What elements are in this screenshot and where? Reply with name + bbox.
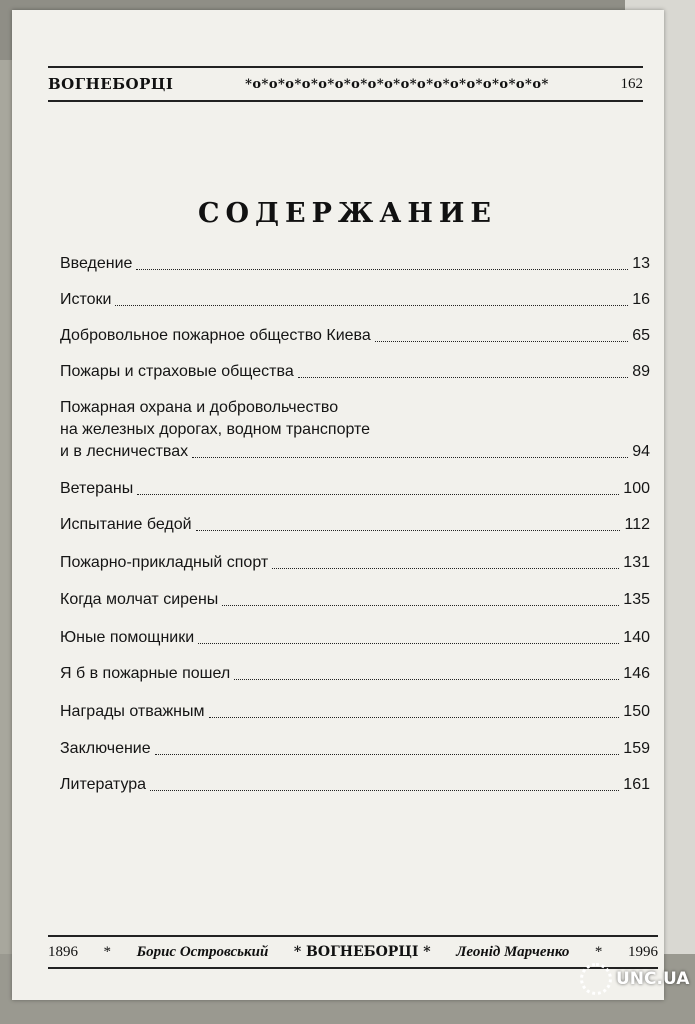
page-footer <box>48 935 658 969</box>
toc-leader-dots <box>209 716 620 718</box>
toc-entry-page: 94 <box>632 443 650 460</box>
toc-entry-page: 100 <box>623 480 650 497</box>
toc-entry-title-line: и в лесничествах <box>60 443 189 460</box>
toc-entry-title: Литература <box>60 776 147 793</box>
toc-entry <box>60 478 650 500</box>
footer-author-1: Борис Островський <box>136 943 269 960</box>
header-ornament: *о*о*о*о*о*о*о*о*о*о*о*о*о*о*о*о*о*о* <box>245 76 549 92</box>
toc-entry <box>60 397 650 463</box>
toc-entry <box>60 289 650 311</box>
footer-separator: * <box>103 943 112 960</box>
toc-leader-dots <box>196 529 621 531</box>
toc-entry-page: 146 <box>623 665 650 682</box>
toc-entry-title: Юные помощники <box>60 629 195 646</box>
footer-brand: * ВОГНЕБОРЦІ * <box>293 944 431 960</box>
page-header <box>48 66 643 102</box>
toc-leader-dots <box>136 268 628 270</box>
toc-entry-title: Введение <box>60 255 133 272</box>
toc-leader-dots <box>222 604 619 606</box>
toc-entry-page: 13 <box>632 255 650 272</box>
toc-leader-dots <box>298 376 628 378</box>
header-brand: ВОГНЕБОРЦІ <box>48 75 174 93</box>
toc-entry-title: Пожары и страховые общества <box>60 363 294 380</box>
toc-entry-title-line: на железных дорогах, водном транспорте <box>60 421 371 438</box>
toc-leader-dots <box>192 456 628 458</box>
toc-entry-title: Заключение <box>60 740 151 757</box>
toc-entry <box>60 663 650 685</box>
toc-leader-dots <box>272 567 619 569</box>
toc-entry <box>60 361 650 383</box>
toc-entry-title: Истоки <box>60 291 112 308</box>
footer-year-start: 1896 <box>48 943 78 960</box>
toc-entry <box>60 774 650 796</box>
watermark-logo <box>580 963 689 995</box>
toc-leader-dots <box>150 789 619 791</box>
toc-entry-page: 135 <box>623 591 650 608</box>
toc-leader-dots <box>115 304 628 306</box>
toc-entry-page: 150 <box>623 703 650 720</box>
toc-entry-page: 89 <box>632 363 650 380</box>
toc-leader-dots <box>234 678 619 680</box>
toc-entry-title: Ветераны <box>60 480 134 497</box>
footer-year-end: 1996 <box>627 943 658 960</box>
toc-entry-page: 16 <box>632 291 650 308</box>
toc-entry-title: Испытание бедой <box>60 516 192 533</box>
toc-entry-page: 159 <box>623 740 650 757</box>
toc-leader-dots <box>198 642 619 644</box>
watermark-text: UNC.UA <box>616 969 690 989</box>
footer-separator: * <box>594 943 603 960</box>
toc-entry <box>60 627 650 649</box>
page-title: СОДЕРЖАНИЕ <box>198 198 497 229</box>
toc-entry-title: Добровольное пожарное общество Киева <box>60 327 371 344</box>
toc-entry <box>60 253 650 275</box>
toc-entry-page: 140 <box>623 629 650 646</box>
toc-entry-title: Награды отважным <box>60 703 205 720</box>
toc-leader-dots <box>375 340 628 342</box>
header-page-number: 162 <box>620 75 643 92</box>
toc-leader-dots <box>155 753 620 755</box>
toc-entry-page: 161 <box>623 776 650 793</box>
toc-entry <box>60 738 650 760</box>
sun-icon <box>580 963 612 995</box>
toc-leader-dots <box>137 493 619 495</box>
toc-entry-title: Я б в пожарные пошел <box>60 665 231 682</box>
toc-entry-page: 112 <box>624 516 650 533</box>
book-page <box>12 10 664 1000</box>
toc-entry <box>60 325 650 347</box>
toc-entry-page: 131 <box>623 554 650 571</box>
toc-entry-title-line: Пожарная охрана и добровольчество <box>60 399 339 416</box>
toc-entry <box>60 589 650 611</box>
toc-entry <box>60 552 650 574</box>
toc-entry-title: Когда молчат сирены <box>60 591 219 608</box>
toc-entry-page: 65 <box>632 327 650 344</box>
toc-entry-title: Пожарно-прикладный спорт <box>60 554 269 571</box>
footer-author-2: Леонід Марченко <box>456 943 570 960</box>
toc-entry <box>60 701 650 723</box>
toc-entry <box>60 514 650 536</box>
